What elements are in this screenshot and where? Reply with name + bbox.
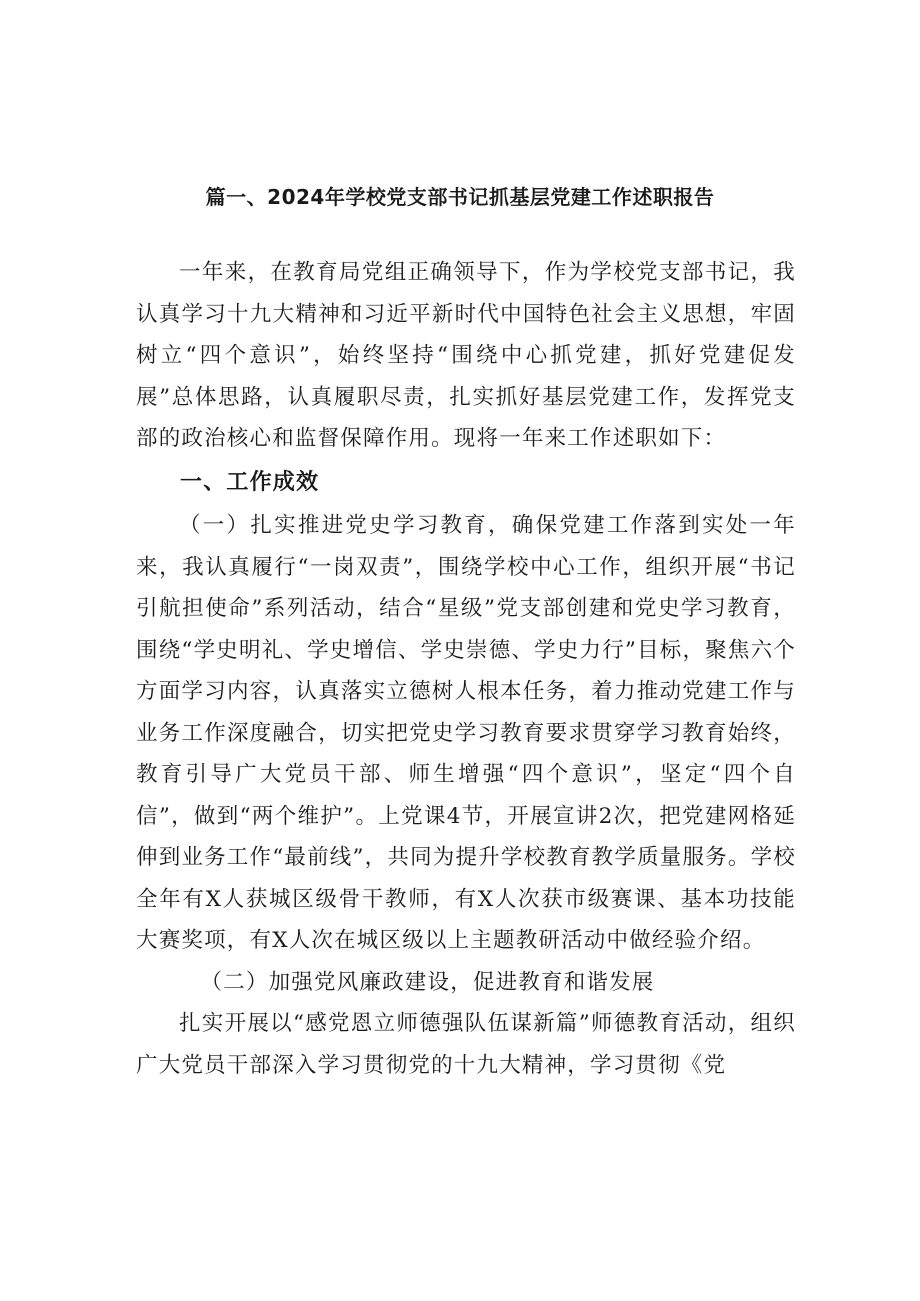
body-paragraph: 扎实开展以“感党恩立师德强队伍谋新篇”师德教育活动，组织广大党员干部深入学习贯彻党的十九大精神，学习贯彻《党 <box>136 1011 796 1078</box>
subsection-heading: （二）加强党风廉政建设，促进教育和谐发展 <box>200 969 655 995</box>
section-heading: 一、工作成效 <box>180 469 320 495</box>
document-body <box>136 252 796 1086</box>
intro-paragraph: 一年来，在教育局党组正确领导下，作为学校党支部书记，我认真学习十九大精神和习近平新时代中国特色社会主义思想，牢固树立“四个意识”，始终坚持“围绕中心抓党建，抓好党建促发展”总体思路，认真履职尽责，扎实抓好基层党建工作，发挥党支部的政治核心和监督保障作用。现将一年来工作述职如下： <box>136 260 796 451</box>
document-title: 篇一、2024年学校党支部书记抓基层党建工作述职报告 <box>205 185 715 209</box>
body-paragraph: （一）扎实推进党史学习教育，确保党建工作落到实处一年来，我认真履行“一岗双责”，围绕学校中心工作，组织开展“书记引航担使命”系列活动，结合“星级”党支部创建和党史学习教育，围绕“学史明礼、学史增信、学史崇德、学史力行”目标，聚焦六个方面学习内容，认真落实立德树人根本任务，着力推动党建工作与业务工作深度融合，切实把党史学习教育要求贯穿学习教育始终，教育引导广大党员干部、师生增强“四个意识”，坚定“四个自信”，做到“两个维护”。上党课4节，开展宣讲2次，把党建网格延伸到业务工作“最前线”，共同为提升学校教育教学质量服务。学校全年有X人获城区级骨干教师，有X人次获市级赛课、基本功技能大赛奖项，有X人次在城区级以上主题教研活动中做经验介绍。 <box>136 513 796 953</box>
